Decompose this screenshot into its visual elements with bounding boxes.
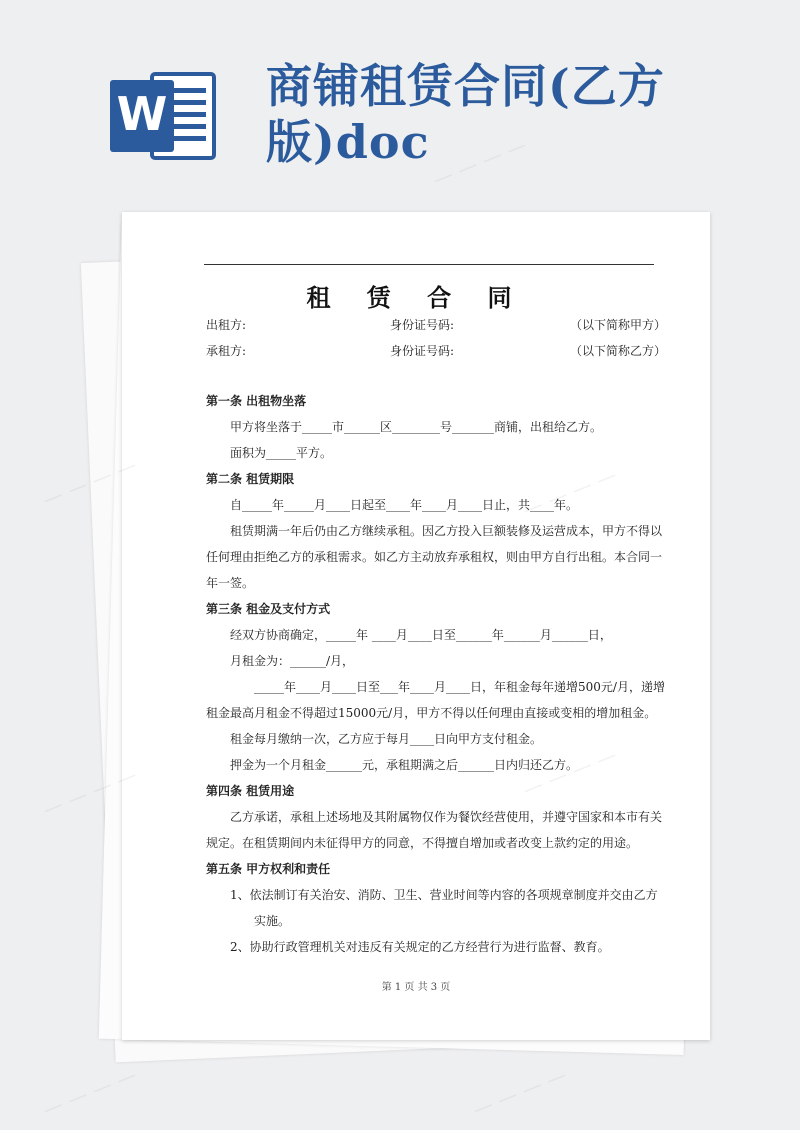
watermark-mark: — — — —: [39, 762, 140, 822]
section-heading: 第三条 租金及支付方式: [206, 602, 331, 616]
watermark-mark: — — — —: [429, 132, 530, 192]
paragraph: _____年____月____日至___年____月____日，年租金每年递增500元/月，递增租金最高月租金不得超过15000元/月，甲方不得以任何理由直接或变相的增加租金。: [206, 680, 665, 720]
paragraph: 租赁期满一年后仍由乙方继续承租。因乙方投入巨额装修及运营成本，甲方不得以任何理由拒绝乙方的承租需求。如乙方主动放弃承租权，则由甲方自行出租。本合同一年一签。: [206, 524, 663, 590]
document-page: [122, 212, 710, 1040]
contract-title: 租 赁 合 同: [306, 283, 526, 312]
party-lessor-row: [206, 316, 666, 336]
list-item: 2、协助行政管理机关对违反有关规定的乙方经营行为进行监督、教育。: [230, 940, 610, 954]
word-document-icon: [110, 66, 218, 166]
paragraph: 月租金为：______/月，: [230, 654, 355, 668]
header-rule: [204, 264, 654, 265]
page-title: 商铺租赁合同(乙方版)doc: [266, 59, 665, 169]
paragraph: 押金为一个月租金______元，承租期满之后______日内归还乙方。: [230, 758, 579, 772]
section-heading: 第五条 甲方权利和责任: [206, 862, 331, 876]
party-abbr: （以下简称乙方）: [569, 344, 666, 358]
contract-body: [206, 388, 666, 960]
paragraph: 乙方承诺，承租上述场地及其附属物仅作为餐饮经营使用，并遵守国家和本市有关规定。在租赁期间内未征得甲方的同意，不得擅自增加或者改变上款约定的用途。: [206, 810, 663, 850]
paragraph: 自_____年_____月____日起至____年____月____日止，共____年。: [230, 498, 579, 512]
paragraph: 面积为_____平方。: [230, 446, 333, 460]
party-role: 承租方:: [206, 344, 247, 358]
section-heading: 第四条 租赁用途: [206, 784, 295, 798]
page-footer: 第 1 页 共 3 页: [381, 982, 451, 993]
party-id-label: 身份证号码:: [390, 318, 455, 332]
word-icon-letter: W: [116, 87, 168, 141]
list-item: 1、依法制订有关治安、消防、卫生、营业时间等内容的各项规章制度并交由乙方: [230, 888, 658, 902]
watermark-mark: — — — —: [39, 1062, 140, 1122]
paragraph: 租金每月缴纳一次，乙方应于每月____日向甲方支付租金。: [230, 732, 543, 746]
watermark-mark: — — — —: [469, 1062, 570, 1122]
party-lessee-row: [206, 342, 666, 362]
party-role: 出租方:: [206, 318, 247, 332]
header: [0, 0, 800, 200]
watermark-mark: — —: [39, 472, 92, 512]
party-abbr: （以下简称甲方）: [569, 318, 666, 332]
section-heading: 第二条 租赁期限: [206, 472, 295, 486]
section-heading: 第一条 出租物坐落: [206, 394, 307, 408]
party-id-label: 身份证号码:: [390, 344, 455, 358]
paragraph: 经双方协商确定，_____年 ____月____日至______年______月______日，: [230, 628, 612, 642]
list-item-continuation: 实施。: [254, 914, 291, 928]
paragraph: 甲方将坐落于_____市______区________号_______商铺，出租给乙方。: [230, 420, 603, 434]
